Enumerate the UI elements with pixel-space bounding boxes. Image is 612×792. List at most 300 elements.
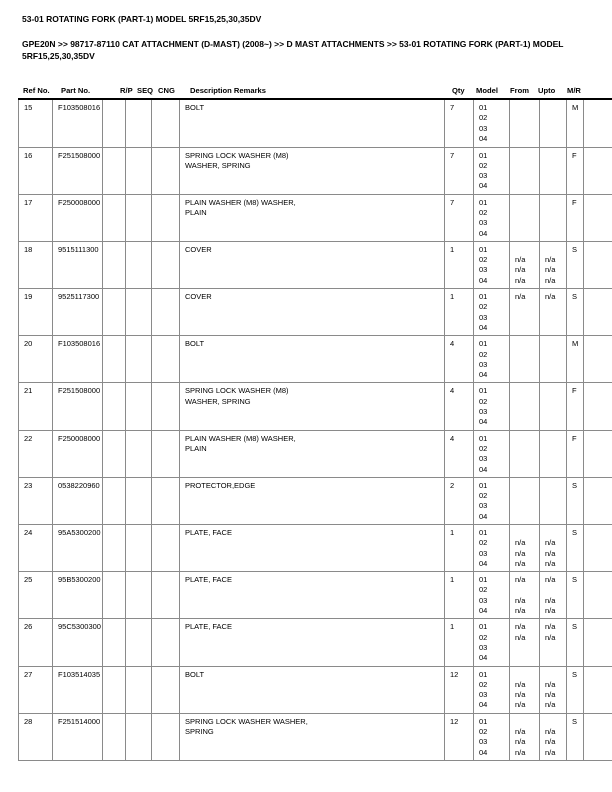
seq-cell xyxy=(126,666,152,713)
ref-no-cell: 25 xyxy=(19,572,53,619)
upto-line: n/a xyxy=(545,292,556,302)
cng-cell xyxy=(152,241,180,288)
upto-cell xyxy=(540,525,567,572)
col-header-from: From xyxy=(510,86,529,95)
breadcrumb-line-2: 5RF15,25,30,35DV xyxy=(22,50,95,61)
model-cell xyxy=(474,572,510,619)
from-cell xyxy=(510,525,540,572)
col-header-ref-no: Ref No. xyxy=(23,86,50,95)
cng-cell xyxy=(152,713,180,760)
mr-cell: F xyxy=(567,430,584,477)
from-line xyxy=(515,339,537,349)
mr-cell: S xyxy=(567,525,584,572)
model-cell xyxy=(474,713,510,760)
upto-line xyxy=(545,245,564,255)
ref-no-cell: 18 xyxy=(19,241,53,288)
from-line xyxy=(515,454,537,464)
models-line: 02 xyxy=(479,538,488,548)
seq-cell xyxy=(126,241,152,288)
table-row xyxy=(19,477,612,524)
qty-cell: 2 xyxy=(445,477,474,524)
seq-cell xyxy=(126,289,152,336)
models-line: 03 xyxy=(479,642,488,652)
col-header-model: Model xyxy=(476,86,498,95)
from-line: n/a xyxy=(515,679,526,689)
from-cell xyxy=(510,477,540,524)
models-line: 02 xyxy=(479,632,488,642)
ref-no-cell: 15 xyxy=(19,100,53,147)
seq-cell xyxy=(126,430,152,477)
table-row xyxy=(19,383,612,430)
description-cell xyxy=(180,289,445,336)
upto-line xyxy=(545,208,564,218)
models-line: 01 xyxy=(479,197,488,207)
description-cell xyxy=(180,713,445,760)
upto-line xyxy=(545,198,564,208)
ref-no-cell: 23 xyxy=(19,477,53,524)
models-line: 01 xyxy=(479,244,488,254)
from-line: n/a xyxy=(515,747,526,757)
rp-cell xyxy=(103,572,126,619)
models-line: 03 xyxy=(479,548,488,558)
model-cell xyxy=(474,619,510,666)
models-line: 03 xyxy=(479,359,488,369)
from-line xyxy=(515,181,537,191)
desc-line: SPRING LOCK WASHER WASHER, xyxy=(185,716,308,726)
from-cell xyxy=(510,100,540,147)
upto-line xyxy=(545,444,564,454)
model-cell xyxy=(474,666,510,713)
from-line xyxy=(515,198,537,208)
models-line: 04 xyxy=(479,653,488,663)
spacer-cell xyxy=(584,336,612,383)
ref-no-cell: 26 xyxy=(19,619,53,666)
table-row xyxy=(19,100,612,147)
table-row xyxy=(19,289,612,336)
seq-cell xyxy=(126,383,152,430)
upto-line: n/a xyxy=(545,595,556,605)
upto-line: n/a xyxy=(545,548,556,558)
from-cell xyxy=(510,383,540,430)
upto-cell xyxy=(540,619,567,666)
desc-line: BOLT xyxy=(185,669,205,679)
part-no-cell: F250008000 xyxy=(53,194,103,241)
description-cell xyxy=(180,194,445,241)
models-line: 01 xyxy=(479,622,488,632)
from-line xyxy=(515,434,537,444)
desc-line: COVER xyxy=(185,292,212,302)
part-no-cell: F251508000 xyxy=(53,147,103,194)
upto-cell xyxy=(540,430,567,477)
desc-line: PLAIN xyxy=(185,207,207,217)
part-no-cell: 9525117300 xyxy=(53,289,103,336)
upto-line xyxy=(545,103,564,113)
ref-no-cell: 19 xyxy=(19,289,53,336)
from-line: n/a xyxy=(515,548,526,558)
qty-cell: 7 xyxy=(445,100,474,147)
upto-line xyxy=(545,465,564,475)
page-title: 53-01 ROTATING FORK (PART-1) MODEL 5RF15,25,30,35DV xyxy=(22,14,262,24)
qty-cell: 7 xyxy=(445,194,474,241)
description-cell xyxy=(180,477,445,524)
from-cell xyxy=(510,619,540,666)
upto-line: n/a xyxy=(545,747,556,757)
from-line xyxy=(515,481,537,491)
from-cell xyxy=(510,572,540,619)
col-header-seq: SEQ xyxy=(137,86,154,95)
models-line: 04 xyxy=(479,464,488,474)
from-line xyxy=(515,444,537,454)
ref-no-cell: 20 xyxy=(19,336,53,383)
models-line: 01 xyxy=(479,669,488,679)
col-header-qty: Qty xyxy=(452,86,465,95)
models-line: 04 xyxy=(479,370,488,380)
upto-line: n/a xyxy=(545,679,556,689)
desc-line: SPRING LOCK WASHER (M8) xyxy=(185,150,289,160)
ref-no-cell: 17 xyxy=(19,194,53,241)
mr-cell: S xyxy=(567,713,584,760)
from-line xyxy=(515,501,537,511)
upto-line xyxy=(545,323,564,333)
models-line: 04 xyxy=(479,322,488,332)
models-line: 03 xyxy=(479,265,488,275)
seq-cell xyxy=(126,572,152,619)
qty-cell: 1 xyxy=(445,619,474,666)
from-line: n/a xyxy=(515,558,526,568)
upto-line xyxy=(545,229,564,239)
model-cell xyxy=(474,194,510,241)
models-line: 02 xyxy=(479,207,488,217)
upto-line xyxy=(545,481,564,491)
seq-cell xyxy=(126,100,152,147)
spacer-cell xyxy=(584,194,612,241)
ref-no-cell: 28 xyxy=(19,713,53,760)
from-line xyxy=(515,528,537,538)
from-line: n/a xyxy=(515,727,526,737)
mr-cell: S xyxy=(567,289,584,336)
models-line: 04 xyxy=(479,700,488,710)
upto-line xyxy=(545,339,564,349)
upto-line xyxy=(545,124,564,134)
models-line: 02 xyxy=(479,160,488,170)
upto-line xyxy=(545,181,564,191)
part-no-cell: 95A5300200 xyxy=(53,525,103,572)
upto-line: n/a xyxy=(545,265,556,275)
desc-line: BOLT xyxy=(185,103,205,112)
from-line xyxy=(515,397,537,407)
upto-line xyxy=(545,113,564,123)
cng-cell xyxy=(152,430,180,477)
models-line: 02 xyxy=(479,491,488,501)
upto-line xyxy=(545,360,564,370)
col-header-description: Description Remarks xyxy=(190,86,266,95)
from-line xyxy=(515,465,537,475)
rp-cell xyxy=(103,100,126,147)
from-line: n/a xyxy=(515,632,526,642)
from-line xyxy=(515,134,537,144)
upto-line xyxy=(545,302,564,312)
table-row xyxy=(19,430,612,477)
cng-cell xyxy=(152,289,180,336)
models-line: 03 xyxy=(479,690,488,700)
upto-line xyxy=(545,134,564,144)
mr-cell: S xyxy=(567,619,584,666)
desc-line: PROTECTOR,EDGE xyxy=(185,480,256,490)
seq-cell xyxy=(126,147,152,194)
models-line: 04 xyxy=(479,558,488,568)
upto-line xyxy=(545,585,564,595)
upto-line: n/a xyxy=(545,632,556,642)
desc-line: WASHER, SPRING xyxy=(185,160,251,170)
desc-line: WASHER, SPRING xyxy=(185,396,251,406)
upto-line: n/a xyxy=(545,575,556,585)
from-line xyxy=(515,103,537,113)
model-cell xyxy=(474,100,510,147)
models-line: 02 xyxy=(479,396,488,406)
parts-table xyxy=(18,100,612,761)
table-row xyxy=(19,713,612,760)
from-line: n/a xyxy=(515,606,526,616)
upto-cell xyxy=(540,666,567,713)
upto-cell xyxy=(540,241,567,288)
from-line: n/a xyxy=(515,275,526,285)
from-line xyxy=(515,151,537,161)
rp-cell xyxy=(103,430,126,477)
models-line: 03 xyxy=(479,218,488,228)
from-line xyxy=(515,323,537,333)
from-line xyxy=(515,717,537,727)
spacer-cell xyxy=(584,100,612,147)
description-cell xyxy=(180,572,445,619)
description-cell xyxy=(180,619,445,666)
part-no-cell: F103514035 xyxy=(53,666,103,713)
models-line: 02 xyxy=(479,443,488,453)
model-cell xyxy=(474,477,510,524)
rp-cell xyxy=(103,241,126,288)
table-row xyxy=(19,241,612,288)
models-line: 04 xyxy=(479,606,488,616)
qty-cell: 1 xyxy=(445,572,474,619)
cng-cell xyxy=(152,572,180,619)
models-line: 03 xyxy=(479,737,488,747)
desc-line: PLAIN xyxy=(185,443,207,453)
qty-cell: 4 xyxy=(445,430,474,477)
models-line: 04 xyxy=(479,133,488,143)
from-line: n/a xyxy=(515,292,526,302)
description-cell xyxy=(180,100,445,147)
mr-cell: S xyxy=(567,666,584,713)
table-row xyxy=(19,525,612,572)
models-line: 01 xyxy=(479,292,488,302)
spacer-cell xyxy=(584,666,612,713)
mr-cell: F xyxy=(567,383,584,430)
upto-cell xyxy=(540,383,567,430)
spacer-cell xyxy=(584,477,612,524)
rp-cell xyxy=(103,666,126,713)
model-cell xyxy=(474,525,510,572)
breadcrumb-line-1: GPE20N >> 98717-87110 CAT ATTACHMENT (D-MAST) (2008~) >> D MAST ATTACHMENTS >> 53-01 ROTATING FORK (PART-1) MODEL xyxy=(22,39,564,49)
upto-cell xyxy=(540,147,567,194)
from-cell xyxy=(510,430,540,477)
cng-cell xyxy=(152,525,180,572)
table-row xyxy=(19,572,612,619)
upto-line: n/a xyxy=(545,690,556,700)
cng-cell xyxy=(152,666,180,713)
models-line: 03 xyxy=(479,407,488,417)
ref-no-cell: 21 xyxy=(19,383,53,430)
model-cell xyxy=(474,147,510,194)
upto-cell xyxy=(540,477,567,524)
desc-line: SPRING xyxy=(185,727,214,737)
upto-cell xyxy=(540,336,567,383)
spacer-cell xyxy=(584,383,612,430)
from-line xyxy=(515,386,537,396)
desc-line: PLATE, FACE xyxy=(185,622,232,632)
from-line: n/a xyxy=(515,700,526,710)
models-line: 03 xyxy=(479,595,488,605)
from-line xyxy=(515,171,537,181)
description-cell xyxy=(180,525,445,572)
models-line: 02 xyxy=(479,255,488,265)
from-line: n/a xyxy=(515,690,526,700)
desc-line: PLATE, FACE xyxy=(185,528,232,537)
rp-cell xyxy=(103,336,126,383)
rp-cell xyxy=(103,383,126,430)
models-line: 02 xyxy=(479,727,488,737)
cng-cell xyxy=(152,147,180,194)
breadcrumb xyxy=(22,39,564,62)
models-line: 04 xyxy=(479,275,488,285)
models-line: 01 xyxy=(479,339,488,349)
from-line: n/a xyxy=(515,575,526,585)
from-line: n/a xyxy=(515,538,526,548)
models-line: 01 xyxy=(479,386,488,396)
col-header-rp: R/P xyxy=(120,86,133,95)
rp-cell xyxy=(103,194,126,241)
cng-cell xyxy=(152,383,180,430)
spacer-cell xyxy=(584,430,612,477)
upto-cell xyxy=(540,194,567,241)
spacer-cell xyxy=(584,572,612,619)
mr-cell: S xyxy=(567,477,584,524)
part-no-cell: 0538220960 xyxy=(53,477,103,524)
upto-line xyxy=(545,151,564,161)
upto-line xyxy=(545,491,564,501)
mr-cell: F xyxy=(567,194,584,241)
description-cell xyxy=(180,147,445,194)
models-line: 01 xyxy=(479,480,488,490)
col-header-upto: Upto xyxy=(538,86,556,95)
desc-line: PLAIN WASHER (M8) WASHER, xyxy=(185,197,296,207)
mr-cell: M xyxy=(567,100,584,147)
rp-cell xyxy=(103,147,126,194)
from-line xyxy=(515,491,537,501)
from-line: n/a xyxy=(515,737,526,747)
upto-line xyxy=(545,161,564,171)
qty-cell: 1 xyxy=(445,525,474,572)
from-line xyxy=(515,124,537,134)
models-line: 03 xyxy=(479,454,488,464)
models-line: 01 xyxy=(479,433,488,443)
upto-line: n/a xyxy=(545,275,556,285)
qty-cell: 1 xyxy=(445,241,474,288)
models-line: 02 xyxy=(479,302,488,312)
spacer-cell xyxy=(584,241,612,288)
from-line: n/a xyxy=(515,595,526,605)
from-line xyxy=(515,313,537,323)
qty-cell: 4 xyxy=(445,383,474,430)
upto-line xyxy=(545,407,564,417)
desc-line: BOLT xyxy=(185,339,205,349)
part-no-cell: F103508016 xyxy=(53,336,103,383)
description-cell xyxy=(180,666,445,713)
from-line xyxy=(515,350,537,360)
rp-cell xyxy=(103,477,126,524)
part-no-cell: F103508016 xyxy=(53,100,103,147)
from-line: n/a xyxy=(515,255,526,265)
seq-cell xyxy=(126,336,152,383)
mr-cell: S xyxy=(567,241,584,288)
upto-line xyxy=(545,717,564,727)
from-line xyxy=(515,653,537,663)
from-line xyxy=(515,218,537,228)
models-line: 02 xyxy=(479,113,488,123)
models-line: 01 xyxy=(479,528,488,537)
from-line: n/a xyxy=(515,622,526,632)
model-cell xyxy=(474,241,510,288)
seq-cell xyxy=(126,713,152,760)
cng-cell xyxy=(152,194,180,241)
upto-cell xyxy=(540,289,567,336)
seq-cell xyxy=(126,194,152,241)
from-line xyxy=(515,302,537,312)
upto-line xyxy=(545,670,564,680)
from-cell xyxy=(510,147,540,194)
upto-line xyxy=(545,434,564,444)
spacer-cell xyxy=(584,289,612,336)
models-line: 04 xyxy=(479,511,488,521)
models-line: 01 xyxy=(479,716,488,726)
upto-line xyxy=(545,417,564,427)
desc-line: PLATE, FACE xyxy=(185,575,232,585)
qty-cell: 12 xyxy=(445,713,474,760)
part-no-cell: F251508000 xyxy=(53,383,103,430)
desc-line: COVER xyxy=(185,244,212,254)
from-cell xyxy=(510,713,540,760)
models-line: 04 xyxy=(479,747,488,757)
rp-cell xyxy=(103,713,126,760)
spacer-cell xyxy=(584,147,612,194)
part-no-cell: F250008000 xyxy=(53,430,103,477)
table-row xyxy=(19,619,612,666)
from-cell xyxy=(510,289,540,336)
qty-cell: 4 xyxy=(445,336,474,383)
models-line: 04 xyxy=(479,228,488,238)
from-line: n/a xyxy=(515,265,526,275)
part-no-cell: 9515111300 xyxy=(53,241,103,288)
from-line xyxy=(515,208,537,218)
table-row xyxy=(19,194,612,241)
models-line: 01 xyxy=(479,103,488,112)
col-header-mr: M/R xyxy=(567,86,581,95)
table-row xyxy=(19,147,612,194)
upto-line xyxy=(545,370,564,380)
upto-line xyxy=(545,313,564,323)
model-cell xyxy=(474,383,510,430)
description-cell xyxy=(180,383,445,430)
from-line xyxy=(515,161,537,171)
mr-cell: M xyxy=(567,336,584,383)
